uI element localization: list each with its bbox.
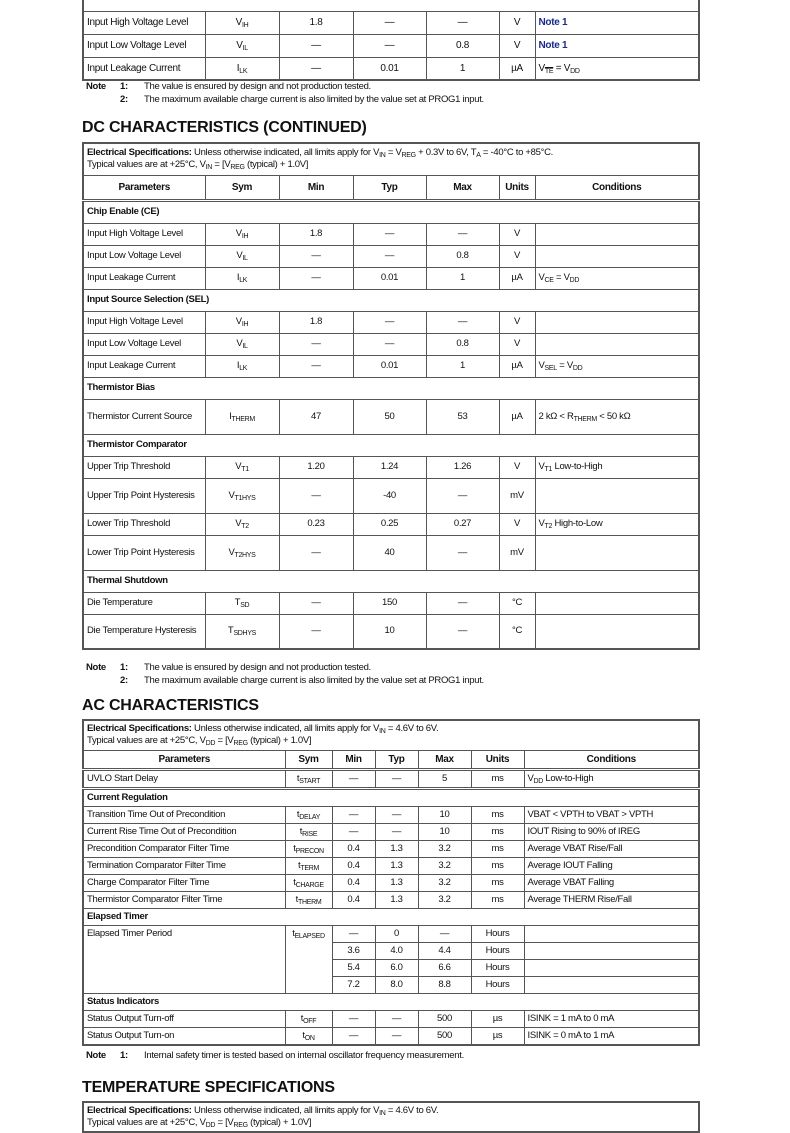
cond-cell: $V_{SEL} = V_{DD}$ bbox=[535, 355, 699, 377]
units-cell: ms bbox=[471, 874, 524, 891]
cond-cell bbox=[535, 478, 699, 513]
units-cell: °C bbox=[499, 614, 535, 649]
typ-cell: 8.0 bbox=[375, 976, 418, 993]
cond-cell bbox=[535, 592, 699, 614]
typ-cell: — bbox=[353, 34, 426, 57]
param-cell: Input High Voltage Level bbox=[83, 223, 205, 245]
column-header: Parameters bbox=[83, 175, 205, 200]
cond-cell: ISINK = 0 mA to 1 mA bbox=[524, 1027, 699, 1045]
table-row bbox=[83, 34, 699, 57]
cond-cell bbox=[535, 535, 699, 570]
table-header-row bbox=[83, 750, 699, 769]
units-cell: Hours bbox=[471, 942, 524, 959]
dc-notes bbox=[86, 662, 484, 688]
max-cell: 3.2 bbox=[418, 874, 471, 891]
cond-cell bbox=[535, 311, 699, 333]
note-number: 2: bbox=[120, 94, 128, 105]
dc-table-body bbox=[82, 201, 700, 651]
typ-cell: 1.3 bbox=[375, 891, 418, 908]
sym-cell: $V_{T2HYS}$ bbox=[205, 535, 279, 570]
column-header: Units bbox=[499, 175, 535, 200]
min-cell: — bbox=[332, 1010, 375, 1027]
param-cell: Current Rise Time Out of Precondition bbox=[83, 823, 285, 840]
param-cell: Elapsed Timer Period bbox=[83, 925, 285, 993]
sym-cell: $t_{THERM}$ bbox=[285, 891, 332, 908]
ac-table-body bbox=[82, 770, 700, 1046]
param-cell: Charge Comparator Filter Time bbox=[83, 874, 285, 891]
min-cell: 1.8 bbox=[279, 11, 353, 34]
sym-cell: $t_{PRECON}$ bbox=[285, 840, 332, 857]
max-cell: 0.8 bbox=[426, 333, 499, 355]
sym-cell: $V_{IH}$ bbox=[205, 311, 279, 333]
cond-cell bbox=[535, 245, 699, 267]
units-cell: V bbox=[499, 245, 535, 267]
cond-cell bbox=[524, 925, 699, 942]
max-cell: — bbox=[426, 535, 499, 570]
ac-notes bbox=[86, 1050, 464, 1063]
note-1-link[interactable]: Note 1 bbox=[538, 17, 568, 28]
sym-cell: $t_{OFF}$ bbox=[285, 1010, 332, 1027]
table-row bbox=[83, 925, 699, 942]
min-cell: — bbox=[279, 245, 353, 267]
section-header-timer-enable bbox=[83, 0, 699, 11]
temperature-spec-table bbox=[82, 1101, 700, 1133]
column-header: Min bbox=[332, 750, 375, 769]
typ-cell: — bbox=[353, 11, 426, 34]
note-number: 1: bbox=[120, 662, 128, 673]
param-cell: UVLO Start Delay bbox=[83, 770, 285, 788]
units-cell: V bbox=[499, 34, 535, 57]
typ-cell: — bbox=[375, 1010, 418, 1027]
timer-enable-table bbox=[82, 0, 700, 81]
table-row bbox=[83, 478, 699, 513]
units-cell: ms bbox=[471, 857, 524, 874]
param-cell: Upper Trip Threshold bbox=[83, 456, 205, 478]
table-row bbox=[83, 223, 699, 245]
typ-cell: 50 bbox=[353, 399, 426, 434]
param-cell: Transition Time Out of Precondition bbox=[83, 806, 285, 823]
cond-cell bbox=[535, 34, 699, 57]
typ-cell: — bbox=[353, 311, 426, 333]
param-cell: Input Low Voltage Level bbox=[83, 333, 205, 355]
sym-cell: $T_{SDHYS}$ bbox=[205, 614, 279, 649]
param-cell: Input Low Voltage Level bbox=[83, 245, 205, 267]
section-header-row bbox=[83, 908, 699, 925]
sym-cell: $I_{LK}$ bbox=[205, 355, 279, 377]
ac-section-title: AC CHARACTERISTICS bbox=[82, 697, 259, 714]
units-cell: ms bbox=[471, 840, 524, 857]
table-row bbox=[83, 245, 699, 267]
sym-cell: $I_{LK}$ bbox=[205, 57, 279, 80]
typ-cell: 1.3 bbox=[375, 857, 418, 874]
param-cell: Die Temperature Hysteresis bbox=[83, 614, 205, 649]
column-header: Conditions bbox=[535, 175, 699, 200]
column-header: Typ bbox=[375, 750, 418, 769]
typ-cell: 0.01 bbox=[353, 355, 426, 377]
section-header-row bbox=[83, 993, 699, 1010]
note-number: 1: bbox=[120, 1050, 128, 1061]
cond-cell bbox=[535, 333, 699, 355]
note-label: Note bbox=[86, 1050, 106, 1061]
column-header: Max bbox=[426, 175, 499, 200]
cond-cell: ISINK = 1 mA to 0 mA bbox=[524, 1010, 699, 1027]
min-cell: — bbox=[279, 267, 353, 289]
table-row bbox=[83, 399, 699, 434]
table-row bbox=[83, 535, 699, 570]
table-row bbox=[83, 770, 699, 788]
sym-cell: $V_{IH}$ bbox=[205, 11, 279, 34]
table-row bbox=[83, 513, 699, 535]
max-cell: 0.8 bbox=[426, 34, 499, 57]
section-title: Thermistor Comparator bbox=[83, 434, 699, 456]
max-cell: — bbox=[426, 311, 499, 333]
top-notes bbox=[86, 81, 484, 107]
table-row bbox=[83, 267, 699, 289]
note-label: Note bbox=[86, 662, 106, 673]
max-cell: 3.2 bbox=[418, 857, 471, 874]
section-header-row bbox=[83, 377, 699, 399]
units-cell: ms bbox=[471, 770, 524, 788]
cond-cell: $V_{T1}$ Low-to-High bbox=[535, 456, 699, 478]
max-cell: 500 bbox=[418, 1027, 471, 1045]
typ-cell: — bbox=[353, 245, 426, 267]
column-header: Min bbox=[279, 175, 353, 200]
min-cell: 0.4 bbox=[332, 840, 375, 857]
units-cell: mV bbox=[499, 478, 535, 513]
column-header: Max bbox=[418, 750, 471, 769]
max-cell: 1.26 bbox=[426, 456, 499, 478]
table-row bbox=[83, 1010, 699, 1027]
typ-cell: 1.3 bbox=[375, 874, 418, 891]
cond-cell bbox=[535, 11, 699, 34]
units-cell: V bbox=[499, 11, 535, 34]
table-row bbox=[83, 311, 699, 333]
sym-cell: $t_{TERM}$ bbox=[285, 857, 332, 874]
section-header-row bbox=[83, 570, 699, 592]
param-cell: Termination Comparator Filter Time bbox=[83, 857, 285, 874]
sym-cell: $V_{T1HYS}$ bbox=[205, 478, 279, 513]
section-title: Status Indicators bbox=[83, 993, 699, 1010]
electrical-spec-note: Electrical Specifications: Unless otherwise indicated, all limits apply for $V_{IN} = 4.6V$ to 6V. Typical values are at +25°C, $V_{DD} = [V_{REG}$ (typical) + 1.0V] bbox=[83, 720, 699, 750]
section-title: Thermistor Bias bbox=[83, 377, 699, 399]
section-title: Elapsed Timer bbox=[83, 908, 699, 925]
table-row bbox=[83, 11, 699, 34]
sym-cell: $t_{CHARGE}$ bbox=[285, 874, 332, 891]
sym-cell: $t_{START}$ bbox=[285, 770, 332, 788]
typ-cell: 0.25 bbox=[353, 513, 426, 535]
min-cell: 1.20 bbox=[279, 456, 353, 478]
table-row bbox=[83, 333, 699, 355]
param-cell: Input High Voltage Level bbox=[83, 11, 205, 34]
sym-cell: $V_{IL}$ bbox=[205, 333, 279, 355]
min-cell: 0.4 bbox=[332, 891, 375, 908]
column-header: Parameters bbox=[83, 750, 285, 769]
param-cell: Input Leakage Current bbox=[83, 57, 205, 80]
max-cell: 0.27 bbox=[426, 513, 499, 535]
note-text: The value is ensured by design and not production tested. bbox=[144, 81, 371, 92]
section-title: Thermal Shutdown bbox=[83, 570, 699, 592]
table-row bbox=[83, 874, 699, 891]
cond-cell: 2 $k\Omega < R_{THERM} < 50$ kΩ bbox=[535, 399, 699, 434]
min-cell: 0.4 bbox=[332, 857, 375, 874]
min-cell: — bbox=[279, 34, 353, 57]
section-title: Input Source Selection (SEL) bbox=[83, 289, 699, 311]
units-cell: V bbox=[499, 456, 535, 478]
dc-characteristics-table bbox=[82, 142, 700, 650]
max-cell: — bbox=[426, 592, 499, 614]
typ-cell: — bbox=[353, 333, 426, 355]
max-cell: 8.8 bbox=[418, 976, 471, 993]
cond-cell bbox=[524, 959, 699, 976]
table-header-row bbox=[83, 175, 699, 200]
sym-cell: $V_{IH}$ bbox=[205, 223, 279, 245]
min-cell: — bbox=[279, 535, 353, 570]
max-cell: 3.2 bbox=[418, 891, 471, 908]
cond-cell: IOUT Rising to 90% of IREG bbox=[524, 823, 699, 840]
sym-cell: $V_{T1}$ bbox=[205, 456, 279, 478]
max-cell: — bbox=[426, 478, 499, 513]
note-text: The maximum available charge current is also limited by the value set at PROG1 input. bbox=[144, 94, 484, 105]
param-cell: Status Output Turn-off bbox=[83, 1010, 285, 1027]
param-cell: Status Output Turn-on bbox=[83, 1027, 285, 1045]
units-cell: V bbox=[499, 223, 535, 245]
column-header: Typ bbox=[353, 175, 426, 200]
typ-cell: 0 bbox=[375, 925, 418, 942]
param-cell: Lower Trip Point Hysteresis bbox=[83, 535, 205, 570]
section-title: Chip Enable (CE) bbox=[83, 201, 699, 223]
column-header: Sym bbox=[285, 750, 332, 769]
units-cell: µs bbox=[471, 1027, 524, 1045]
param-cell: Lower Trip Threshold bbox=[83, 513, 205, 535]
typ-cell: 40 bbox=[353, 535, 426, 570]
cond-cell: $V_{CE} = V_{DD}$ bbox=[535, 267, 699, 289]
min-cell: — bbox=[279, 355, 353, 377]
section-title: Current Regulation bbox=[83, 788, 699, 806]
min-cell: 0.23 bbox=[279, 513, 353, 535]
max-cell: 1 bbox=[426, 267, 499, 289]
typ-cell: 6.0 bbox=[375, 959, 418, 976]
units-cell: Hours bbox=[471, 925, 524, 942]
param-cell: Thermistor Current Source bbox=[83, 399, 205, 434]
cond-cell: $V_{T2}$ High-to-Low bbox=[535, 513, 699, 535]
cond-cell: Average VBAT Rise/Fall bbox=[524, 840, 699, 857]
param-cell: Input High Voltage Level bbox=[83, 311, 205, 333]
table-row bbox=[83, 57, 699, 80]
typ-cell: — bbox=[375, 1027, 418, 1045]
max-cell: — bbox=[418, 925, 471, 942]
max-cell: — bbox=[426, 11, 499, 34]
units-cell: ms bbox=[471, 823, 524, 840]
units-cell: V bbox=[499, 513, 535, 535]
section-header-row bbox=[83, 201, 699, 223]
sym-cell: $T_{SD}$ bbox=[205, 592, 279, 614]
table-row bbox=[83, 456, 699, 478]
typ-cell: 0.01 bbox=[353, 57, 426, 80]
param-cell: Precondition Comparator Filter Time bbox=[83, 840, 285, 857]
units-cell: ms bbox=[471, 891, 524, 908]
units-cell: V bbox=[499, 333, 535, 355]
typ-cell: 1.3 bbox=[375, 840, 418, 857]
min-cell: — bbox=[332, 925, 375, 942]
units-cell: mV bbox=[499, 535, 535, 570]
section-header-row bbox=[83, 289, 699, 311]
param-cell: Thermistor Comparator Filter Time bbox=[83, 891, 285, 908]
units-cell: µA bbox=[499, 399, 535, 434]
min-cell: — bbox=[332, 806, 375, 823]
min-cell: — bbox=[279, 333, 353, 355]
section-header-row bbox=[83, 434, 699, 456]
table-row bbox=[83, 857, 699, 874]
units-cell: ms bbox=[471, 806, 524, 823]
column-header: Conditions bbox=[524, 750, 699, 769]
max-cell: 3.2 bbox=[418, 840, 471, 857]
max-cell: 1 bbox=[426, 57, 499, 80]
min-cell: — bbox=[279, 614, 353, 649]
note-number: 2: bbox=[120, 675, 128, 686]
sym-cell: $t_{ELAPSED}$ bbox=[285, 925, 332, 993]
units-cell: µs bbox=[471, 1010, 524, 1027]
sym-cell: $I_{THERM}$ bbox=[205, 399, 279, 434]
typ-cell: — bbox=[375, 806, 418, 823]
min-cell: 5.4 bbox=[332, 959, 375, 976]
note-label: Note bbox=[86, 81, 106, 92]
cond-cell: $V_{DD}$ Low-to-High bbox=[524, 770, 699, 788]
min-cell: — bbox=[332, 823, 375, 840]
table-row bbox=[83, 823, 699, 840]
typ-cell: — bbox=[375, 770, 418, 788]
max-cell: 53 bbox=[426, 399, 499, 434]
typ-cell: 1.24 bbox=[353, 456, 426, 478]
param-cell: Input Leakage Current bbox=[83, 355, 205, 377]
max-cell: 500 bbox=[418, 1010, 471, 1027]
sym-cell: $V_{T2}$ bbox=[205, 513, 279, 535]
min-cell: — bbox=[279, 478, 353, 513]
cond-cell: VBAT < VPTH to VBAT > VPTH bbox=[524, 806, 699, 823]
min-cell: — bbox=[279, 57, 353, 80]
temp-section-title: TEMPERATURE SPECIFICATIONS bbox=[82, 1079, 335, 1096]
max-cell: 0.8 bbox=[426, 245, 499, 267]
cond-cell bbox=[524, 942, 699, 959]
sym-cell: $t_{DELAY}$ bbox=[285, 806, 332, 823]
cond-cell: Average VBAT Falling bbox=[524, 874, 699, 891]
note-text: Internal safety timer is tested based on internal oscillator frequency measurement. bbox=[144, 1050, 464, 1061]
max-cell: — bbox=[426, 223, 499, 245]
table-row bbox=[83, 891, 699, 908]
typ-cell: 4.0 bbox=[375, 942, 418, 959]
min-cell: 7.2 bbox=[332, 976, 375, 993]
cond-cell bbox=[535, 614, 699, 649]
param-cell: Input Leakage Current bbox=[83, 267, 205, 289]
cond-cell bbox=[524, 976, 699, 993]
table-row bbox=[83, 1027, 699, 1045]
table-row bbox=[83, 592, 699, 614]
sym-cell: $I_{LK}$ bbox=[205, 267, 279, 289]
column-header: Sym bbox=[205, 175, 279, 200]
table-row bbox=[83, 806, 699, 823]
units-cell: Hours bbox=[471, 959, 524, 976]
electrical-spec-note: Electrical Specifications: Unless otherwise indicated, all limits apply for $V_{IN} = V_{REG} + 0.3V$ to 6V, $T_A = -40^\circ C$ to +85°C. Typical values are at +25°C, $V_{IN} = [V_{REG}$ (typical) + 1.0V] bbox=[83, 143, 699, 175]
param-cell: Input Low Voltage Level bbox=[83, 34, 205, 57]
min-cell: — bbox=[279, 592, 353, 614]
typ-cell: — bbox=[353, 223, 426, 245]
cond-cell bbox=[535, 223, 699, 245]
typ-cell: 150 bbox=[353, 592, 426, 614]
units-cell: µA bbox=[499, 267, 535, 289]
max-cell: 1 bbox=[426, 355, 499, 377]
table-row bbox=[83, 614, 699, 649]
cond-cell: $V_{\overline{TE}} = V_{DD}$ bbox=[535, 57, 699, 80]
max-cell: 4.4 bbox=[418, 942, 471, 959]
units-cell: °C bbox=[499, 592, 535, 614]
note-text: The value is ensured by design and not production tested. bbox=[144, 662, 371, 673]
cond-cell: Average THERM Rise/Fall bbox=[524, 891, 699, 908]
units-cell: µA bbox=[499, 57, 535, 80]
ac-characteristics-table bbox=[82, 719, 700, 1046]
max-cell: 5 bbox=[418, 770, 471, 788]
cond-cell: Average IOUT Falling bbox=[524, 857, 699, 874]
max-cell: — bbox=[426, 614, 499, 649]
sym-cell: $V_{IL}$ bbox=[205, 34, 279, 57]
typ-cell: — bbox=[375, 823, 418, 840]
min-cell: 1.8 bbox=[279, 223, 353, 245]
units-cell: V bbox=[499, 311, 535, 333]
min-cell: 3.6 bbox=[332, 942, 375, 959]
min-cell: 47 bbox=[279, 399, 353, 434]
units-cell: Hours bbox=[471, 976, 524, 993]
sym-cell: $V_{IL}$ bbox=[205, 245, 279, 267]
table-row bbox=[83, 840, 699, 857]
column-header: Units bbox=[471, 750, 524, 769]
sym-cell: $t_{ON}$ bbox=[285, 1027, 332, 1045]
sym-cell: $t_{RISE}$ bbox=[285, 823, 332, 840]
param-cell: Upper Trip Point Hysteresis bbox=[83, 478, 205, 513]
note-text: The maximum available charge current is also limited by the value set at PROG1 input. bbox=[144, 675, 484, 686]
note-number: 1: bbox=[120, 81, 128, 92]
max-cell: 10 bbox=[418, 806, 471, 823]
section-header-row bbox=[83, 788, 699, 806]
typ-cell: 0.01 bbox=[353, 267, 426, 289]
max-cell: 6.6 bbox=[418, 959, 471, 976]
typ-cell: -40 bbox=[353, 478, 426, 513]
electrical-spec-note: Electrical Specifications: Unless otherwise indicated, all limits apply for $V_{IN} = 4.6V$ to 6V. Typical values are at +25°C, $V_{DD} = [V_{REG}$ (typical) + 1.0V] bbox=[83, 1102, 699, 1132]
min-cell: 0.4 bbox=[332, 874, 375, 891]
table-row bbox=[83, 355, 699, 377]
note-1-link[interactable]: Note 1 bbox=[538, 40, 568, 51]
min-cell: 1.8 bbox=[279, 311, 353, 333]
typ-cell: 10 bbox=[353, 614, 426, 649]
dc-section-title: DC CHARACTERISTICS (CONTINUED) bbox=[82, 119, 367, 136]
units-cell: µA bbox=[499, 355, 535, 377]
max-cell: 10 bbox=[418, 823, 471, 840]
min-cell: — bbox=[332, 770, 375, 788]
param-cell: Die Temperature bbox=[83, 592, 205, 614]
min-cell: — bbox=[332, 1027, 375, 1045]
